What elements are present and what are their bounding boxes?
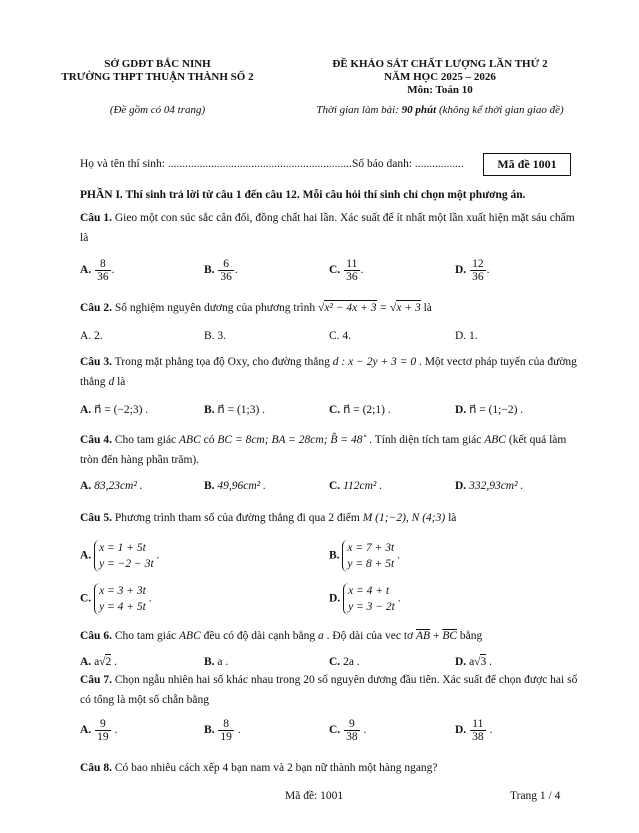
question-2 bbox=[80, 302, 432, 314]
question-text-end: bằng bbox=[457, 630, 483, 642]
denominator: 36 bbox=[346, 271, 358, 283]
line-variable: d bbox=[108, 376, 115, 388]
q1-option-a: A. $\frac{8}{36}$ . bbox=[80, 258, 115, 283]
triangle-name: ABC bbox=[179, 630, 201, 642]
student-name-line: Họ và tên thí sinh: ................................................................ bbox=[80, 158, 352, 170]
radicand-left: x² − 4x + 3 bbox=[324, 302, 377, 314]
question-5 bbox=[80, 512, 456, 524]
coefficient: a bbox=[94, 656, 100, 668]
time-suffix: (không kể thời gian giao đề) bbox=[436, 104, 564, 116]
school-name: TRƯỜNG THPT THUẬN THÀNH SỐ 2 bbox=[61, 71, 254, 83]
equation-line-1: x = 3 + 3t bbox=[99, 585, 146, 597]
option-letter: C. bbox=[329, 724, 341, 737]
fraction bbox=[470, 258, 486, 283]
question-label: Câu 7. bbox=[80, 674, 112, 686]
exam-title: ĐỀ KHẢO SÁT CHẤT LƯỢNG LẦN THỨ 2 bbox=[332, 58, 548, 70]
equation-line-2: y = 4 + 5t bbox=[99, 601, 146, 613]
numerator: 8 bbox=[218, 718, 234, 731]
equation-system bbox=[94, 583, 146, 615]
q5-option-d: D. x = 4 + t y = 3 − 2t . bbox=[329, 585, 401, 613]
q5-option-c: C. x = 3 + 3t y = 4 + 5t . bbox=[80, 585, 152, 613]
q5-option-a: A. x = 1 + 5t y = −2 − 3t . bbox=[80, 542, 160, 570]
question-text-mid: có bbox=[200, 434, 218, 446]
question-text: Cho tam giác bbox=[111, 434, 180, 446]
q2-option-c: C. 4. bbox=[329, 330, 352, 342]
exam-code-box: Mã đề 1001 bbox=[483, 153, 571, 176]
footer-exam-code: Mã đề: 1001 bbox=[285, 790, 344, 802]
line-equation: d : x − 2y + 3 = 0 bbox=[332, 356, 417, 368]
q4-option-b bbox=[204, 480, 266, 492]
question-1 bbox=[80, 208, 580, 248]
option-letter: C. bbox=[329, 656, 341, 668]
school-header bbox=[45, 58, 270, 84]
numerator: 9 bbox=[95, 718, 111, 731]
triangle-name: ABC bbox=[484, 434, 506, 446]
question-4 bbox=[80, 430, 580, 470]
q1-option-c: C. $\frac{11}{36}$ . bbox=[329, 258, 364, 283]
option-value: n⃗ = (1;−2) . bbox=[469, 404, 524, 416]
question-text: Số nghiệm nguyên dương của phương trình bbox=[111, 302, 319, 314]
question-label: Câu 3. bbox=[80, 356, 112, 368]
exam-header bbox=[280, 58, 600, 97]
question-7 bbox=[80, 670, 580, 710]
option-letter: B. bbox=[204, 264, 215, 277]
denominator: 19 bbox=[220, 731, 232, 743]
question-label: Câu 6. bbox=[80, 630, 112, 642]
option-value: 49,96cm² . bbox=[217, 480, 266, 492]
denominator: 38 bbox=[472, 731, 484, 743]
question-label: Câu 5. bbox=[80, 512, 112, 524]
option-end: . bbox=[486, 656, 492, 668]
q1-option-b: B. $\frac{6}{36}$ . bbox=[204, 258, 238, 283]
question-6 bbox=[80, 630, 482, 642]
option-letter: D. bbox=[455, 724, 467, 737]
fraction bbox=[344, 718, 360, 743]
question-text: Chọn ngẫu nhiên hai số khác nhau trong 20 số nguyên dương đầu tiên. Xác suất để chọn được hai số có tổng là một số chẵn bằng bbox=[80, 674, 578, 706]
q7-option-a: A. $\frac{9}{19}$ . bbox=[80, 718, 118, 743]
option-value: 112cm² . bbox=[343, 480, 383, 492]
page-count-note: (Đề gồm có 04 trang) bbox=[109, 104, 206, 116]
option-value: 332,93cm² . bbox=[469, 480, 524, 492]
student-id-line: Số báo danh: ................. bbox=[352, 158, 464, 170]
coefficient: a bbox=[469, 656, 475, 668]
option-value: a . bbox=[217, 656, 229, 668]
numerator: 12 bbox=[472, 258, 484, 270]
equation-system bbox=[342, 540, 394, 572]
equation-system bbox=[94, 540, 154, 572]
question-label: Câu 1. bbox=[80, 212, 112, 224]
option-letter: C. bbox=[329, 480, 341, 492]
option-value: n⃗ = (1;3) . bbox=[217, 404, 266, 416]
option-letter: A. bbox=[80, 264, 92, 277]
option-letter: B. bbox=[204, 656, 215, 668]
question-text: Cho tam giác bbox=[111, 630, 180, 642]
q7-option-d: D. $\frac{11}{38}$ . bbox=[455, 718, 493, 743]
radicand-right: x + 3 bbox=[396, 302, 421, 314]
equation-line-2: y = 8 + 5t bbox=[347, 558, 395, 570]
time-value: 90 phút bbox=[401, 104, 437, 116]
question-text-end: là bbox=[420, 302, 432, 314]
q6-option-d: D. a√3 . bbox=[455, 656, 492, 668]
q4-option-d bbox=[455, 480, 523, 492]
option-letter: D. bbox=[329, 592, 341, 605]
q1-option-d: D. $\frac{12}{36}$ . bbox=[455, 258, 490, 283]
section-title: PHẦN I. Thí sinh trả lời từ câu 1 đến câu 12. Mỗi câu hỏi thí sinh chỉ chọn một phương án. bbox=[80, 189, 526, 201]
question-text-end: là bbox=[445, 512, 457, 524]
q3-option-a bbox=[80, 402, 148, 416]
question-8 bbox=[80, 762, 438, 774]
denominator: 36 bbox=[220, 271, 232, 283]
q6-option-b bbox=[204, 656, 228, 668]
denominator: 36 bbox=[472, 271, 484, 283]
option-letter: D. bbox=[455, 264, 467, 277]
option-letter: B. bbox=[204, 480, 215, 492]
denominator: 19 bbox=[97, 731, 109, 743]
equation-line-2: y = −2 − 3t bbox=[99, 558, 154, 570]
q4-option-a bbox=[80, 480, 143, 492]
fraction bbox=[95, 258, 111, 283]
vector-bc: $\overline{BC}$ bbox=[442, 630, 458, 642]
q2-option-b: B. 3. bbox=[204, 330, 227, 342]
question-label: Câu 8. bbox=[80, 762, 112, 774]
radicand: 2 bbox=[105, 656, 112, 668]
q7-option-b: B. $\frac{8}{19}$ . bbox=[204, 718, 241, 743]
option-value: 83,23cm² . bbox=[94, 480, 143, 492]
option-letter: D. bbox=[455, 404, 467, 416]
option-value: n⃗ = (−2;3) . bbox=[94, 404, 149, 416]
option-letter: B. bbox=[204, 404, 215, 416]
option-letter: A. bbox=[80, 656, 92, 668]
q5-option-b: B. x = 7 + 3t y = 8 + 5t . bbox=[329, 542, 400, 570]
footer-page-number: Trang 1 / 4 bbox=[510, 790, 561, 802]
equation-line-1: x = 4 + t bbox=[348, 585, 390, 597]
q6-option-a: A. a√2 . bbox=[80, 656, 117, 668]
option-letter: A. bbox=[80, 404, 92, 416]
numerator: 11 bbox=[344, 258, 360, 271]
question-text: Có bao nhiêu cách xếp 4 bạn nam và 2 bạn nữ thành một hàng ngang? bbox=[111, 762, 438, 774]
vector-ab: $\overline{AB}$ bbox=[416, 630, 431, 642]
department-name: SỞ GDĐT BẮC NINH bbox=[104, 58, 211, 70]
option-letter: A. bbox=[80, 724, 92, 737]
equation: √x² − 4x + 3 = √x + 3 bbox=[318, 302, 421, 314]
option-letter: D. bbox=[455, 480, 467, 492]
question-3 bbox=[80, 352, 580, 392]
question-text-post: . Độ dài của vec tơ bbox=[323, 630, 417, 642]
question-text: Trong mặt phẳng tọa độ Oxy, cho đường thẳng bbox=[111, 356, 333, 368]
question-text-mid: đều có độ dài cạnh bằng bbox=[200, 630, 318, 642]
denominator: 38 bbox=[346, 731, 358, 743]
equation-line-2: y = 3 − 2t bbox=[348, 601, 395, 613]
numerator: 11 bbox=[470, 718, 486, 731]
school-year: NĂM HỌC 2025 – 2026 bbox=[384, 71, 496, 83]
question-text: Gieo một con súc sắc cân đối, đồng chất hai lần. Xác suất để ít nhất một lần xuất hiện mặt sáu chấm là bbox=[80, 212, 575, 244]
equation-system bbox=[343, 583, 395, 615]
option-letter: C. bbox=[80, 592, 92, 605]
q7-option-c: C. $\frac{9}{38}$ . bbox=[329, 718, 367, 743]
fraction bbox=[218, 718, 234, 743]
time-prefix: Thời gian làm bài: bbox=[316, 104, 402, 116]
question-label: Câu 2. bbox=[80, 302, 112, 314]
option-letter: A. bbox=[80, 549, 92, 562]
radicand: 3 bbox=[480, 656, 487, 668]
q6-option-c bbox=[329, 656, 360, 668]
option-end: . bbox=[111, 656, 117, 668]
equation-line-1: x = 7 + 3t bbox=[347, 542, 395, 554]
option-letter: C. bbox=[329, 404, 341, 416]
question-label: Câu 4. bbox=[80, 434, 112, 446]
question-text-mid: . Một vectơ pháp tuyến của đường thẳng bbox=[80, 356, 577, 388]
q4-option-c bbox=[329, 480, 382, 492]
q3-option-b bbox=[204, 402, 265, 416]
fraction bbox=[470, 718, 486, 743]
fraction bbox=[218, 258, 234, 283]
q2-option-d: D. 1. bbox=[455, 330, 478, 342]
q3-option-d bbox=[455, 402, 523, 416]
option-letter: A. bbox=[80, 480, 92, 492]
points: M (1;−2), N (4;3) bbox=[362, 512, 446, 524]
given-values: BC = 8cm; BA = 28cm; B̂ = 48˚ bbox=[217, 434, 367, 446]
triangle-name: ABC bbox=[179, 434, 201, 446]
option-letter: C. bbox=[329, 264, 341, 277]
q3-option-c bbox=[329, 402, 391, 416]
option-value: 2a . bbox=[343, 656, 360, 668]
option-letter: B. bbox=[204, 724, 215, 737]
fraction bbox=[344, 258, 360, 283]
equation-line-1: x = 1 + 5t bbox=[99, 542, 146, 554]
option-value: n⃗ = (2;1) . bbox=[343, 404, 391, 416]
denominator: 36 bbox=[97, 271, 109, 283]
question-text-end: là bbox=[114, 376, 126, 388]
option-letter: D. bbox=[455, 656, 467, 668]
numerator: 9 bbox=[344, 718, 360, 731]
numerator: 6 bbox=[218, 258, 234, 271]
option-letter: B. bbox=[329, 549, 340, 562]
fraction bbox=[95, 718, 111, 743]
question-text-end: (kết quả làm tròn đến hàng phần trăm). bbox=[80, 434, 567, 466]
plus-sign: + bbox=[430, 630, 443, 642]
exam-time bbox=[280, 104, 600, 116]
q2-option-a: A. 2. bbox=[80, 330, 103, 342]
numerator: 8 bbox=[95, 258, 111, 271]
question-text-post: . Tính diện tích tam giác bbox=[366, 434, 485, 446]
question-text: Phương trình tham số của đường thẳng đi qua 2 điểm bbox=[111, 512, 363, 524]
side-variable: a bbox=[317, 630, 324, 642]
subject: Môn: Toán 10 bbox=[407, 84, 473, 96]
